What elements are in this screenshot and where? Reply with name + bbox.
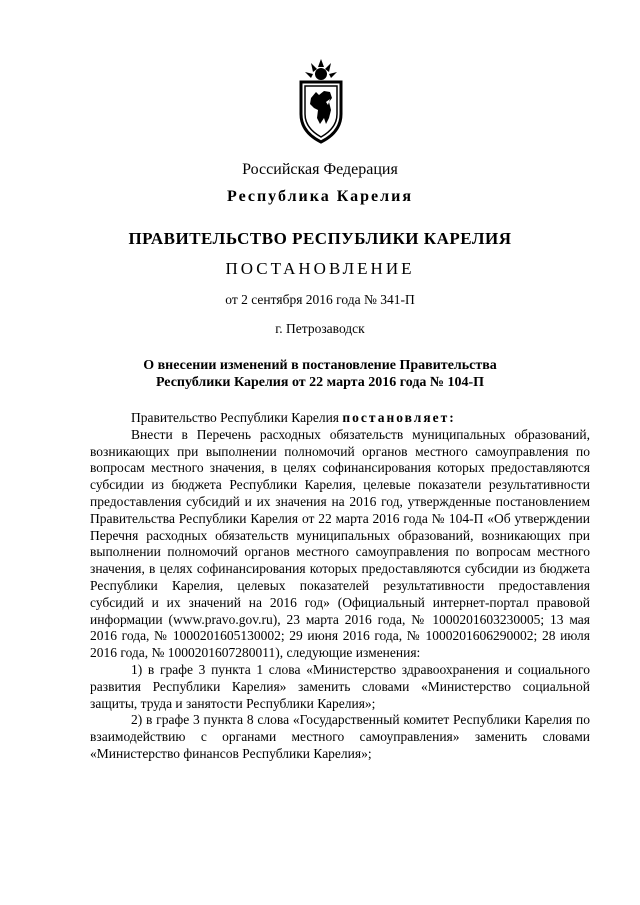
- coat-of-arms-icon: [296, 58, 346, 144]
- document-city: г. Петрозаводск: [275, 321, 365, 336]
- document-body: [90, 410, 590, 763]
- subject-line-2: Республики Карелия от 22 марта 2016 года № 104-П: [155, 375, 485, 390]
- country-name: Российская Федерация: [242, 161, 398, 178]
- document-subject: [0, 357, 640, 391]
- change-item-1: 1) в графе 3 пункта 1 слова «Министерство здравоохранения и социального развития Республики Карелия» заменить словами «Министерство социальной защиты, труда и занятости Республики Карелия»;: [90, 661, 590, 711]
- main-paragraph: Внести в Перечень расходных обязательств муниципальных образований, возникающих при выполнении полномочий органов местного самоуправления по вопросам местного значения, в целях софинансирования которых предоставляются субсидии из бюджета Республики Карелия, целевые показатели результативности предоставления субсидий и их значения на 2016 год, утвержденные постановлением Правительства Республики Карелия от 22 марта 2016 года № 104-П «Об утверждении Перечня расходных обязательств муниципальных образований, возникающих при выполнении полномочий органов местного самоуправления по вопросам местного значения, в целях софинансирования которых предоставляются субсидии из бюджета Республики Карелия, целевых показателей результативности предоставления субсидий и их значений на 2016 год» (Официальный интернет-портал правовой информации (www.pravo.gov.ru), 23 марта 2016 года, № 1000201603230005; 13 мая 2016 года, № 1000201605130002; 29 июня 2016 года, № 1000201606290002; 28 июля 2016 года, № 1000201607280011), следующие изменения:: [90, 426, 590, 661]
- intro-paragraph: [90, 410, 590, 427]
- document-date-number: от 2 сентября 2016 года № 341-П: [225, 292, 415, 307]
- intro-prefix: Правительство Республики Карелия: [131, 410, 343, 425]
- change-item-2: 2) в графе 3 пункта 8 слова «Государственный комитет Республики Карелия по взаимодействию с органами местного самоуправления» заменить словами «Министерство финансов Республики Карелия»;: [90, 712, 590, 761]
- government-title: ПРАВИТЕЛЬСТВО РЕСПУБЛИКИ КАРЕЛИЯ: [128, 229, 512, 248]
- republic-name: Республика Карелия: [227, 188, 413, 205]
- subject-line-1: О внесении изменений в постановление Правительства: [143, 358, 497, 373]
- decree-word: постановляет:: [342, 410, 456, 425]
- document-type: ПОСТАНОВЛЕНИЕ: [225, 259, 415, 278]
